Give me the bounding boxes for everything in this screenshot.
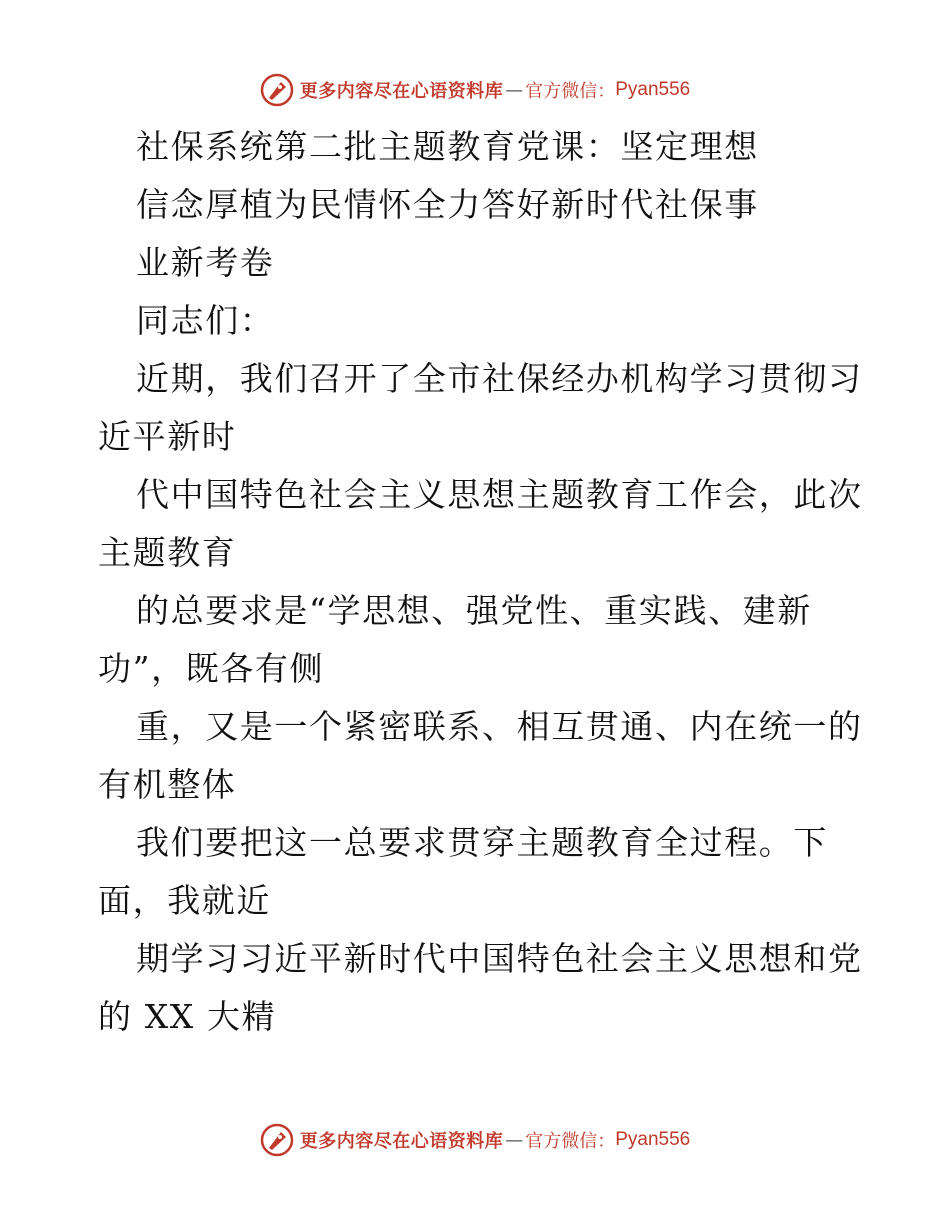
- paragraph-line: 重，又是一个紧密联系、相互贯通、内在统一的: [136, 707, 863, 746]
- pen-nib-logo-icon: [260, 73, 294, 107]
- wechat-id: Pyan556: [615, 79, 691, 100]
- paragraph-line: 我们要把这一总要求贯穿主题教育全过程。下: [136, 823, 828, 862]
- title-line-2: 信念厚植为民情怀全力答好新时代社保事: [136, 185, 759, 224]
- pen-nib-logo-icon: [260, 1123, 294, 1157]
- banner-separator: —: [505, 1129, 524, 1151]
- wechat-id: Pyan556: [615, 1129, 691, 1150]
- paragraph-line: 近平新时: [98, 417, 237, 456]
- banner-separator: —: [505, 79, 524, 101]
- wechat-label: 官方微信：: [525, 81, 616, 102]
- title-line-1: 社保系统第二批主题教育党课：坚定理想: [136, 127, 759, 166]
- paragraph-line: 近期，我们召开了全市社保经办机构学习贯彻习: [136, 359, 863, 398]
- paragraph-line: 面，我就近: [98, 881, 271, 920]
- paragraph-line: 主题教育: [98, 533, 237, 572]
- footer-watermark: [0, 1120, 950, 1160]
- paragraph-line: 的 XX 大精: [98, 997, 277, 1036]
- salutation: 同志们：: [136, 301, 275, 340]
- paragraph-line: 代中国特色社会主义思想主题教育工作会，此次: [136, 475, 863, 514]
- brand-text: 更多内容尽在心语资料库: [299, 1131, 504, 1152]
- title-line-3: 业新考卷: [136, 243, 275, 282]
- header-watermark: [0, 70, 950, 110]
- paragraph-line: 功”，既各有侧: [98, 649, 325, 688]
- document-body: [98, 118, 863, 1046]
- paragraph-line: 的总要求是“学思想、强党性、重实践、建新: [136, 591, 812, 630]
- paragraph-line: 期学习习近平新时代中国特色社会主义思想和党: [136, 939, 863, 978]
- wechat-label: 官方微信：: [525, 1131, 616, 1152]
- paragraph-line: 有机整体: [98, 765, 237, 804]
- brand-text: 更多内容尽在心语资料库: [299, 81, 504, 102]
